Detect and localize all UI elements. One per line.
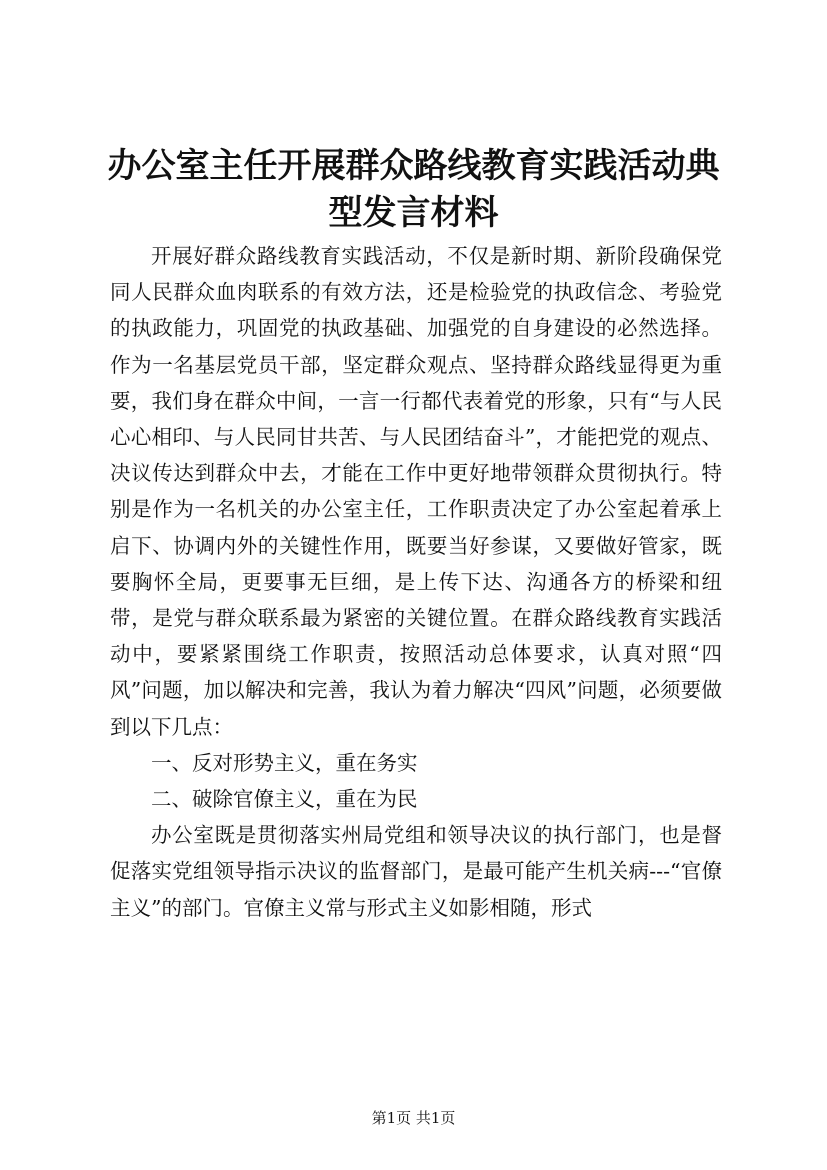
document-title: 办公室主任开展群众路线教育实践活动典型发言材料 (107, 146, 720, 233)
section-heading-1: 一、反对形势主义，重在务实 (151, 750, 418, 775)
section-heading-2: 二、破除官僚主义，重在为民 (151, 787, 418, 812)
body-paragraph-intro: 开展好群众路线教育实践活动，不仅是新时期、新阶段确保党同人民群众血肉联系的有效方法，还是检验党的执政信念、考验党的执政能力，巩固党的执政基础、加强党的自身建设的必然选择。作为一名基层党员干部，坚定群众观点、坚持群众路线显得更为重要，我们身在群众中间，一言一行都代表着党的形象，只有“与人民心心相印、与人民同甘共苦、与人民团结奋斗”，才能把党的观点、决议传达到群众中去，才能在工作中更好地带领群众贯彻执行。特别是作为一名机关的办公室主任，工作职责决定了办公室起着承上启下、协调内外的关键性作用，既要当好参谋，又要做好管家，既要胸怀全局，更要事无巨细，是上传下达、沟通各方的桥梁和纽带，是党与群众联系最为紧密的关键位置。在群众路线教育实践活动中，要紧紧围绕工作职责，按照活动总体要求，认真对照“四风”问题，加以解决和完善，我认为着力解决“四风”问题，必须要做到以下几点： (110, 244, 722, 739)
page-footer: 第1页 共1页 (371, 1109, 456, 1127)
document-body (110, 238, 722, 926)
body-paragraph-office: 办公室既是贯彻落实州局党组和领导决议的执行部门，也是督促落实党组领导指示决议的监督部门，是最可能产生机关病---“官僚主义”的部门。官僚主义常与形式主义如影相随，形式 (110, 823, 722, 920)
